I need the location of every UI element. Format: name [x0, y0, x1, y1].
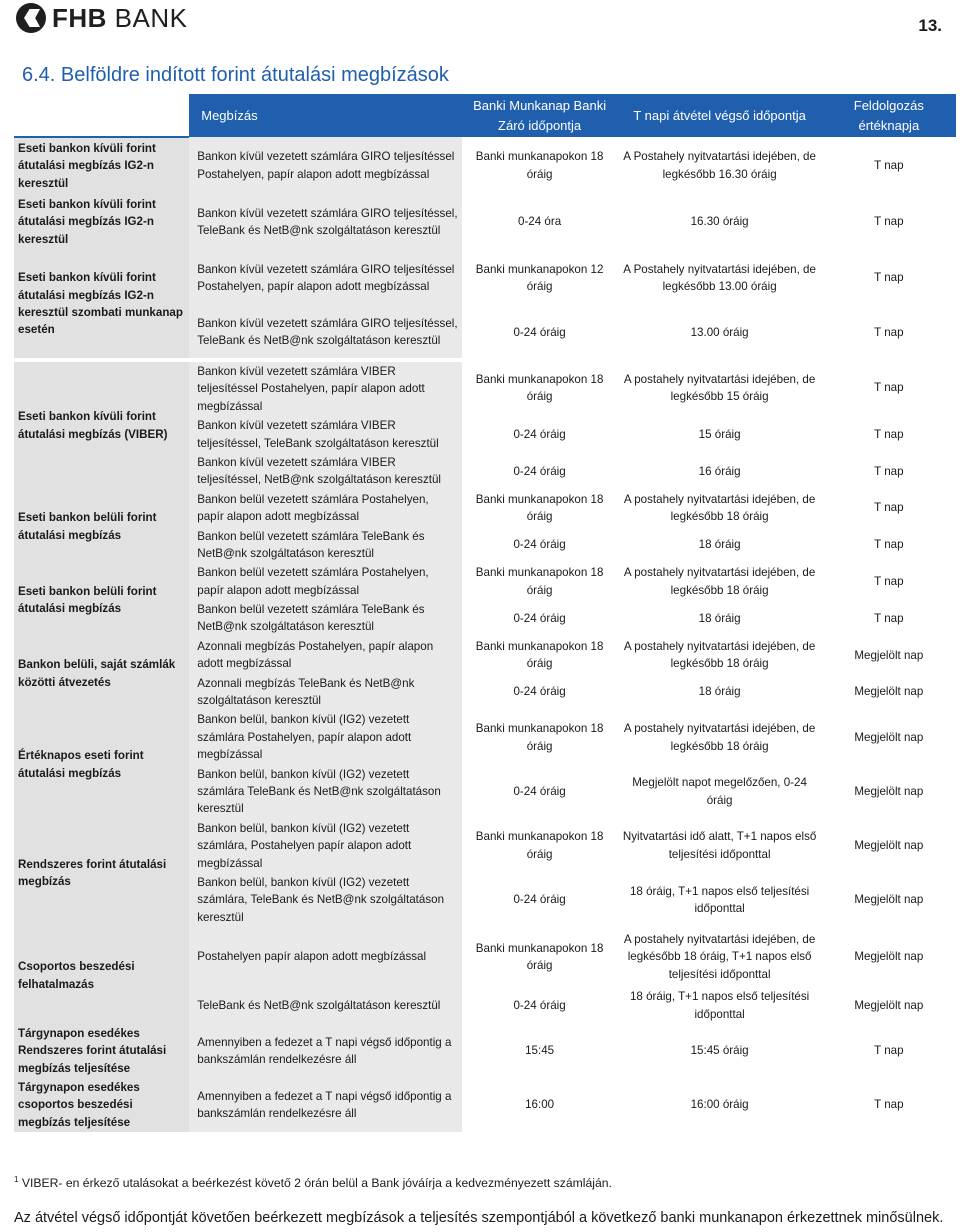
- category-belul-1: Eseti bankon belüli forint átutalási megbízás: [14, 490, 189, 564]
- row-value: T nap: [874, 381, 904, 395]
- category-csoportos: Csoportos beszedési felhatalmazás: [14, 927, 189, 1024]
- row-value: T nap: [874, 215, 904, 229]
- row-value: T nap: [874, 427, 904, 441]
- table-row: [14, 710, 956, 764]
- row-value: T nap: [874, 611, 904, 625]
- row-tday: 16:00 óráig: [690, 1098, 749, 1112]
- row-tday: 18 óráig: [698, 538, 741, 552]
- page-number: 13.: [918, 16, 942, 35]
- row-cutoff: 0-24 óráig: [513, 326, 566, 340]
- category-erteknapos: Értéknapos eseti forint átutalási megbízás: [14, 710, 189, 818]
- row-value: T nap: [874, 501, 904, 515]
- row-tday: 13.00 óráig: [690, 326, 749, 340]
- row-cutoff: Banki munkanapokon 18 óráig: [475, 372, 604, 404]
- row-desc: Bankon kívül vezetett számlára GIRO teljesítéssel Postahelyen, papír alapon adott megbízással: [189, 137, 461, 194]
- table-row: [14, 1078, 956, 1132]
- row-desc: Amennyiben a fedezet a T napi végső időpontig a bankszámlán rendelkezésre áll: [189, 1078, 461, 1132]
- table-row: [14, 250, 956, 306]
- category-belul-2: Eseti bankon belüli forint átutalási megbízás: [14, 563, 189, 637]
- col-value-date: Feldolgozás értéknapja: [822, 94, 956, 137]
- row-tday: 16 óráig: [698, 464, 741, 478]
- table-row: [14, 360, 956, 416]
- row-desc: Bankon kívül vezetett számlára GIRO teljesítéssel Postahelyen, papír alapon adott megbízással: [189, 250, 461, 306]
- row-desc: Bankon kívül vezetett számlára VIBER teljesítéssel Postahelyen, papír alapon adott megbízással: [189, 360, 461, 416]
- row-cutoff: 0-24 óráig: [513, 784, 566, 798]
- row-tday: 16.30 óráig: [690, 215, 749, 229]
- row-tday: A postahely nyitvatartási idejében, de legkésőbb 18 óráig: [623, 492, 816, 524]
- row-value: T nap: [874, 464, 904, 478]
- row-cutoff: Banki munkanapokon 12 óráig: [475, 262, 604, 293]
- row-tday: A postahely nyitvatartási idejében, de legkésőbb 15 óráig: [623, 372, 816, 404]
- row-desc: Bankon belül, bankon kívül (IG2) vezetett számlára, Postahelyen papír alapon adott megbízással: [189, 819, 461, 873]
- table-row: [14, 194, 956, 250]
- row-tday: Megjelölt napot megelőzően, 0-24 óráig: [632, 776, 807, 807]
- footnote-marker: 1: [14, 1175, 19, 1184]
- row-value: Megjelölt nap: [854, 998, 924, 1012]
- footnote-text: VIBER- en érkező utalásokat a beérkezést követő 2 órán belül a Bank jóváírja a kedvezményezett számláján.: [21, 1176, 612, 1191]
- table-row: [14, 819, 956, 873]
- category-sajat: Bankon belüli, saját számlák közötti átvezetés: [14, 637, 189, 711]
- row-value: T nap: [874, 1044, 904, 1058]
- row-cutoff: 15:45: [525, 1044, 555, 1058]
- row-tday: Nyitvatartási idő alatt, T+1 napos első teljesítési időponttal: [622, 830, 817, 861]
- row-tday: 18 óráig: [698, 685, 741, 699]
- row-value: Megjelölt nap: [854, 839, 924, 853]
- row-value: Megjelölt nap: [854, 648, 924, 662]
- row-cutoff: 0-24 óráig: [513, 538, 566, 552]
- row-cutoff: Banki munkanapokon 18 óráig: [475, 566, 604, 597]
- row-tday: A postahely nyitvatartási idejében, de legkésőbb 18 óráig: [623, 566, 816, 597]
- category-ig2-1: Eseti bankon kívüli forint átutalási megbízás IG2-n keresztül: [14, 137, 189, 194]
- row-desc: Bankon kívül vezetett számlára GIRO teljesítéssel, TeleBank és NetB@nk szolgáltatáson keresztül: [189, 194, 461, 250]
- row-desc: Bankon kívül vezetett számlára GIRO teljesítéssel, TeleBank és NetB@nk szolgáltatáson keresztül: [189, 306, 461, 360]
- row-cutoff: Banki munkanapokon 18 óráig: [475, 830, 604, 861]
- row-desc: Bankon belül vezetett számlára Postahelyen, papír alapon adott megbízással: [189, 490, 461, 527]
- table-header-row: [14, 94, 956, 137]
- table-row: [14, 637, 956, 674]
- transfer-table: [14, 94, 956, 1132]
- row-value: T nap: [874, 271, 904, 285]
- row-desc: Bankon belül, bankon kívül (IG2) vezetett számlára, TeleBank és NetB@nk szolgáltatáson keresztül: [189, 873, 461, 927]
- row-cutoff: Banki munkanapokon 18 óráig: [475, 941, 604, 973]
- category-rendszeres: Rendszeres forint átutalási megbízás: [14, 819, 189, 927]
- row-desc: Bankon belül vezetett számlára TeleBank és NetB@nk szolgáltatáson keresztül: [189, 600, 461, 637]
- row-cutoff: Banki munkanapokon 18 óráig: [475, 492, 604, 524]
- row-value: Megjelölt nap: [854, 730, 924, 744]
- row-tday: A postahely nyitvatartási idejében, de legkésőbb 18 óráig: [623, 722, 816, 753]
- row-cutoff: 0-24 óráig: [513, 464, 566, 478]
- row-tday: A postahely nyitvatartási idejében, de legkésőbb 18 óráig, T+1 napos első teljesítési időponttal: [623, 933, 816, 981]
- row-cutoff: 16:00: [525, 1098, 555, 1112]
- bottom-note: Az átvétel végső időpontját követően beérkezett megbízások a teljesítés szempontjából a következő banki munkanapon érkezettnek minősülnek.: [14, 1210, 944, 1226]
- row-cutoff: Banki munkanapokon 18 óráig: [475, 639, 604, 671]
- row-desc: Amennyiben a fedezet a T napi végső időpontig a bankszámlán rendelkezésre áll: [189, 1024, 461, 1078]
- table-row: [14, 563, 956, 600]
- row-value: Megjelölt nap: [854, 893, 924, 907]
- table-row: [14, 927, 956, 987]
- row-tday: 18 óráig, T+1 napos első teljesítési időponttal: [629, 884, 810, 916]
- row-value: Megjelölt nap: [854, 685, 924, 699]
- row-desc: Postahelyen papír alapon adott megbízással: [189, 927, 461, 987]
- row-tday: 15 óráig: [698, 427, 741, 441]
- row-desc: Azonnali megbízás TeleBank és NetB@nk szolgáltatáson keresztül: [189, 674, 461, 711]
- row-desc: TeleBank és NetB@nk szolgáltatáson keresztül: [189, 987, 461, 1024]
- category-targynap-2: Tárgynapon esedékes csoportos beszedési megbízás teljesítése: [14, 1078, 189, 1132]
- row-desc: Bankon belül, bankon kívül (IG2) vezetett számlára Postahelyen, papír alapon adott megbízással: [189, 710, 461, 764]
- row-tday: 15:45 óráig: [690, 1044, 749, 1058]
- row-tday: A Postahely nyitvatartási idejében, de legkésőbb 16.30 óráig: [623, 150, 816, 181]
- row-desc: Bankon belül, bankon kívül (IG2) vezetett számlára TeleBank és NetB@nk szolgáltatáson keresztül: [189, 765, 461, 819]
- row-tday: 18 óráig: [698, 611, 741, 625]
- row-cutoff: Banki munkanapokon 18 óráig: [475, 150, 604, 181]
- row-cutoff: Banki munkanapokon 18 óráig: [475, 722, 604, 753]
- row-cutoff: 0-24 óra: [518, 215, 562, 229]
- row-value: T nap: [874, 326, 904, 340]
- category-targynap-1: Tárgynapon esedékes Rendszeres forint átutalási megbízás teljesítése: [14, 1024, 189, 1078]
- category-ig2-saturday: Eseti bankon kívüli forint átutalási megbízás IG2-n keresztül szombati munkanap esetén: [14, 250, 189, 360]
- row-cutoff: 0-24 óráig: [513, 685, 566, 699]
- col-tday: T napi átvétel végső időpontja: [618, 94, 822, 137]
- row-value: Megjelölt nap: [854, 950, 924, 964]
- section-title: 6.4. Belföldre indított forint átutalási megbízások: [22, 64, 449, 86]
- row-value: Megjelölt nap: [854, 784, 924, 798]
- row-desc: Bankon kívül vezetett számlára VIBER teljesítéssel, NetB@nk szolgáltatáson keresztül: [189, 453, 461, 490]
- row-value: T nap: [874, 538, 904, 552]
- table-row: [14, 137, 956, 194]
- row-value: T nap: [874, 574, 904, 588]
- table-row: [14, 490, 956, 527]
- row-value: T nap: [874, 1098, 904, 1112]
- row-desc: Bankon kívül vezetett számlára VIBER teljesítéssel, TeleBank szolgáltatáson keresztül: [189, 416, 461, 453]
- row-cutoff: 0-24 óráig: [513, 893, 566, 907]
- row-tday: 18 óráig, T+1 napos első teljesítési időponttal: [629, 990, 810, 1021]
- row-cutoff: 0-24 óráig: [513, 998, 566, 1012]
- row-cutoff: 0-24 óráig: [513, 427, 566, 441]
- col-megbizas: Megbízás: [189, 94, 461, 137]
- row-desc: Azonnali megbízás Postahelyen, papír alapon adott megbízással: [189, 637, 461, 674]
- header-empty: [14, 94, 189, 137]
- logo-text: FHB BANK: [52, 2, 188, 33]
- col-cutoff: Banki Munkanap Banki Záró időpontja: [462, 94, 618, 137]
- table-row: [14, 1024, 956, 1078]
- fhb-logo: [16, 4, 187, 32]
- row-value: T nap: [874, 158, 904, 172]
- row-cutoff: 0-24 óráig: [513, 611, 566, 625]
- row-desc: Bankon belül vezetett számlára Postahelyen, papír alapon adott megbízással: [189, 563, 461, 600]
- footnote: [14, 1175, 612, 1190]
- category-viber: Eseti bankon kívüli forint átutalási megbízás (VIBER): [14, 360, 189, 490]
- row-desc: Bankon belül vezetett számlára TeleBank és NetB@nk szolgáltatáson keresztül: [189, 527, 461, 564]
- category-ig2-2: Eseti bankon kívüli forint átutalási megbízás IG2-n keresztül: [14, 194, 189, 250]
- row-tday: A Postahely nyitvatartási idejében, de legkésőbb 13.00 óráig: [623, 262, 816, 293]
- fhb-logo-icon: [16, 3, 46, 33]
- row-tday: A postahely nyitvatartási idejében, de legkésőbb 18 óráig: [623, 639, 816, 671]
